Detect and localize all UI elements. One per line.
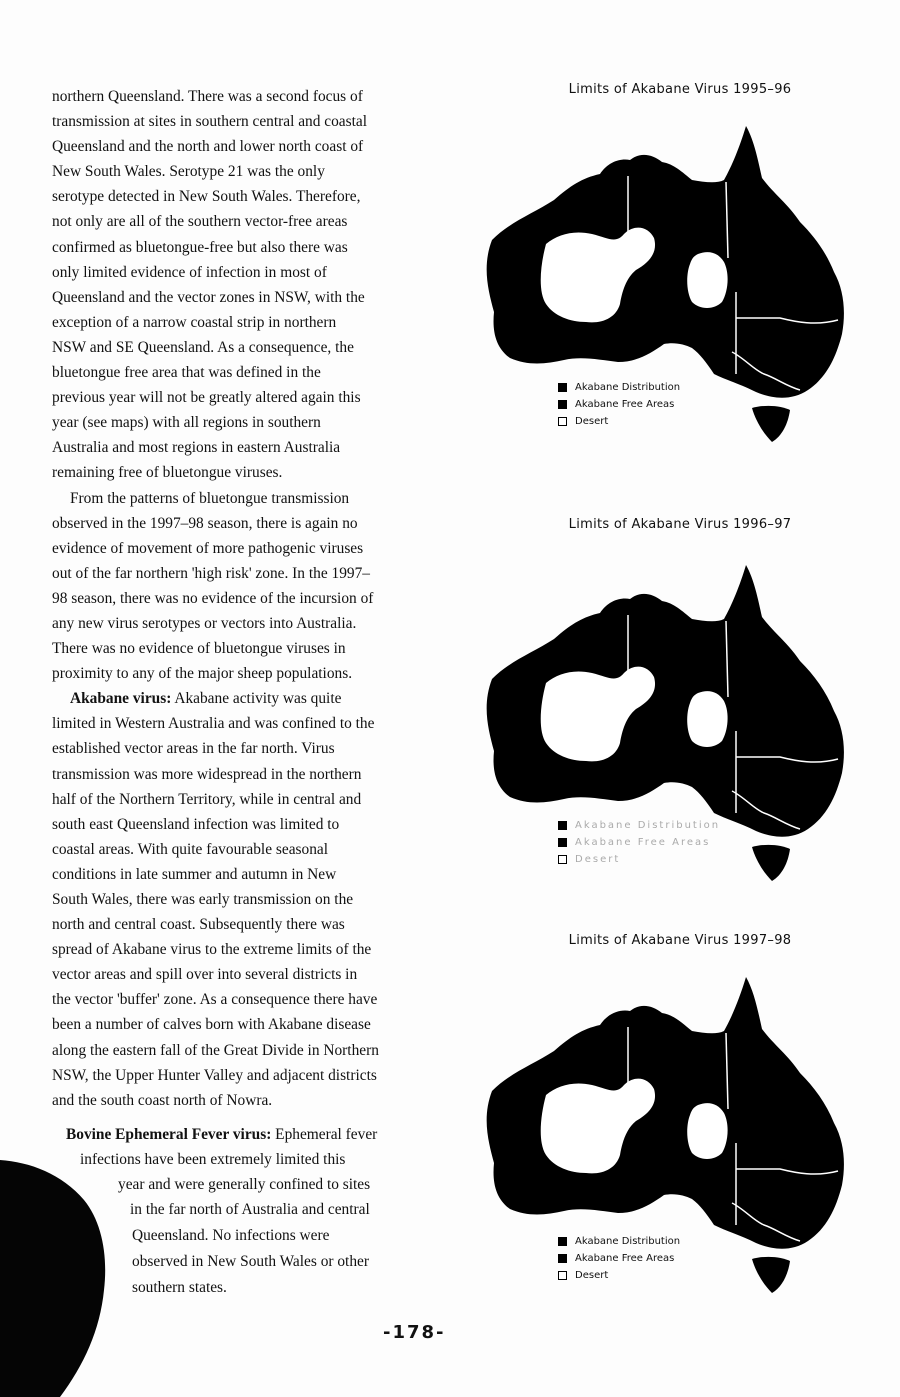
paragraph-1 <box>52 84 422 486</box>
paragraph-akabane <box>52 686 422 1113</box>
text-line: Australia and most regions in eastern Australia <box>52 439 341 457</box>
text-line: been a number of calves born with Akabane disease <box>52 1016 371 1034</box>
text-line: year (see maps) with all regions in southern <box>52 414 321 432</box>
legend-label: Desert <box>575 1270 609 1281</box>
legend-label: Akabane Free Areas <box>575 1253 675 1264</box>
text-line: observed in the 1997–98 season, there is again no <box>52 514 358 532</box>
text-line: limited in Western Australia and was confined to the <box>52 715 375 733</box>
text-line: Queensland and the north and lower north coast of <box>52 138 364 156</box>
legend-label: Akabane Distribution <box>575 1236 681 1247</box>
text-line: serotype detected in New South Wales. Therefore, <box>52 188 361 206</box>
text-line: only limited evidence of infection in most of <box>52 263 327 281</box>
map-title: Limits of Akabane Virus 1995–96 <box>568 82 792 97</box>
legend-swatch <box>558 1271 567 1280</box>
text-line: NSW and SE Queensland. As a consequence, the <box>52 338 354 356</box>
text-run: Ephemeral fever <box>271 1126 378 1143</box>
page-number: -178- <box>383 1322 446 1343</box>
legend-label: Akabane Distribution <box>575 820 721 831</box>
legend-swatch <box>558 400 567 409</box>
legend-item <box>558 1233 680 1250</box>
legend-label: Desert <box>575 416 609 427</box>
text-line: There was no evidence of bluetongue viruses in <box>52 640 346 658</box>
text-line: north and central coast. Subsequently there was <box>52 916 345 934</box>
text-line: in the far north of Australia and central <box>130 1201 370 1218</box>
text-line: South Wales, there was early transmission on the <box>52 891 354 908</box>
legend-item <box>558 834 720 851</box>
legend-item <box>558 851 720 868</box>
legend-label: Akabane Distribution <box>575 382 681 393</box>
map-title: Limits of Akabane Virus 1997–98 <box>568 933 792 948</box>
text-line: coastal areas. With quite favourable seasonal <box>52 840 329 858</box>
text-line: along the eastern fall of the Great Divide in Northern <box>52 1041 379 1059</box>
map-legend <box>558 817 720 868</box>
legend-label: Desert <box>575 854 621 865</box>
text-line: Queensland and the vector zones in NSW, with the <box>52 288 365 306</box>
text-line: evidence of movement of more pathogenic viruses <box>52 539 364 557</box>
text-line: year and were generally confined to sites <box>118 1176 371 1193</box>
legend-swatch <box>558 417 567 426</box>
map-legend <box>558 379 680 430</box>
text-line: established vector areas in the far north. Virus <box>52 740 335 758</box>
text-run: Akabane activity was quite <box>171 690 342 708</box>
legend-item <box>558 379 680 396</box>
text-line: From the patterns of bluetongue transmission <box>70 489 350 507</box>
text-line: confirmed as bluetongue-free but also there was <box>52 238 348 256</box>
text-line: spread of Akabane virus to the extreme limits of the <box>52 941 372 959</box>
text-line: northern Queensland. There was a second focus of <box>52 88 363 105</box>
text-line: observed in New South Wales or other <box>132 1253 369 1270</box>
text-line: exception of a narrow coastal strip in northern <box>52 313 337 331</box>
text-line: remaining free of bluetongue viruses. <box>52 464 283 482</box>
text-line: southern states. <box>132 1279 227 1296</box>
legend-label: Akabane Free Areas <box>575 837 711 848</box>
text-line: New South Wales. Serotype 21 was the only <box>52 163 325 181</box>
text-line: NSW, the Upper Hunter Valley and adjacent districts <box>52 1066 377 1084</box>
text-line: 98 season, there was no evidence of the incursion of <box>52 589 374 607</box>
paragraph-2 <box>52 486 422 687</box>
text-line: transmission was more widespread in the northern <box>52 765 362 783</box>
legend-item <box>558 396 680 413</box>
legend-swatch <box>558 383 567 392</box>
text-line: vector areas and spill over into several districts in <box>52 966 358 984</box>
legend-swatch <box>558 1237 567 1246</box>
text-line: Queensland. No infections were <box>132 1227 330 1244</box>
text-line <box>66 1122 377 1147</box>
legend-swatch <box>558 838 567 847</box>
map-legend <box>558 1233 680 1284</box>
legend-swatch <box>558 855 567 864</box>
text-line: out of the far northern 'high risk' zone. In the 1997– <box>52 564 370 582</box>
legend-item <box>558 413 680 430</box>
text-line: half of the Northern Territory, while in central and <box>52 790 362 808</box>
text-line: not only are all of the southern vector-free areas <box>52 213 348 231</box>
body-text <box>52 84 422 1113</box>
text-line: proximity to any of the major sheep populations. <box>52 665 353 683</box>
text-line: infections have been extremely limited this <box>80 1151 346 1168</box>
legend-label: Akabane Free Areas <box>575 399 675 410</box>
text-line: the vector 'buffer' zone. As a consequence there have <box>52 991 378 1009</box>
text-line: transmission at sites in southern central and coastal <box>52 113 368 131</box>
text-line: south east Queensland infection was limited to <box>52 815 340 833</box>
text-line: conditions in late summer and autumn in New <box>52 865 337 883</box>
akabane-heading: Akabane virus: <box>70 690 172 708</box>
bef-heading: Bovine Ephemeral Fever virus: <box>66 1126 272 1143</box>
legend-swatch <box>558 821 567 830</box>
text-line: and the south coast north of Nowra. <box>52 1091 273 1109</box>
text-line: previous year will not be greatly altered again this <box>52 389 361 407</box>
text-line: bluetongue free area that was defined in the <box>52 364 321 382</box>
legend-swatch <box>558 1254 567 1263</box>
legend-item <box>558 1267 680 1284</box>
legend-item <box>558 817 720 834</box>
scan-shadow <box>0 1160 110 1397</box>
map-title: Limits of Akabane Virus 1996–97 <box>568 517 792 532</box>
text-line <box>52 686 422 711</box>
legend-item <box>558 1250 680 1267</box>
text-line: any new virus serotypes or vectors into Australia. <box>52 614 357 632</box>
